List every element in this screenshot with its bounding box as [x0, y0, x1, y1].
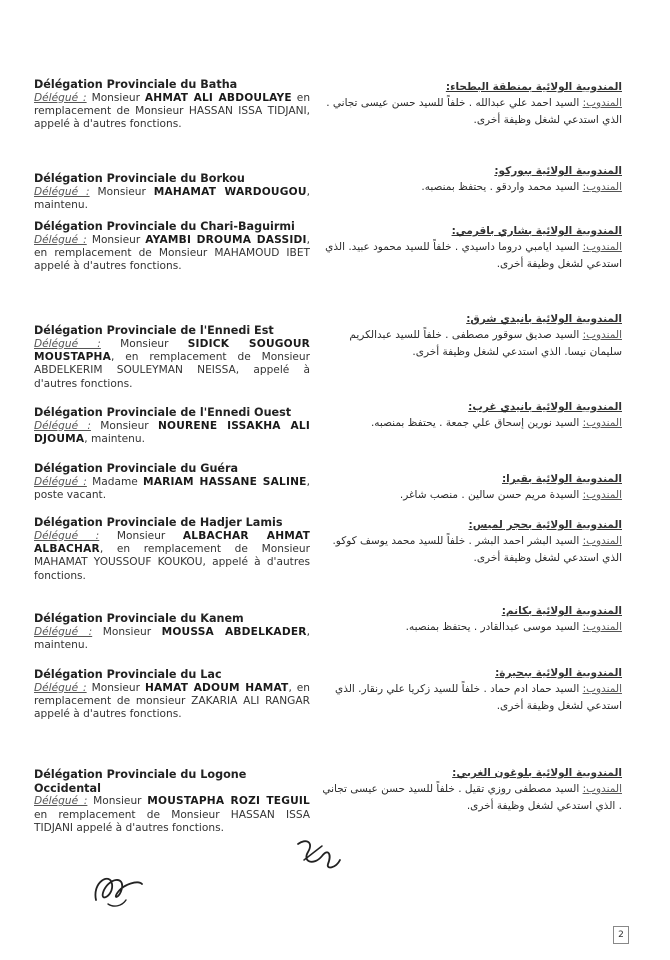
delegate-name: MOUSSA ABDELKADER [161, 625, 307, 638]
entry-title: Délégation Provinciale du Kanem [34, 612, 244, 625]
entry-body: Délégué : Madame MARIAM HASSANE SALINE, poste vacant. [34, 475, 310, 501]
entry-title: Délégation Provinciale du Batha [34, 78, 238, 91]
arabic-column [322, 80, 622, 815]
delegue-label: المندوب: [582, 329, 622, 341]
entry-kanem-ar [322, 604, 622, 666]
delegue-label: Délégué : [34, 795, 88, 808]
entry-title: المندوبية الولائية بقيرا: [501, 473, 622, 485]
handwritten-initials-center [292, 834, 346, 874]
entry-title: Délégation Provinciale de Hadjer Lamis [34, 516, 283, 529]
entry-ennedi-est-ar [322, 312, 622, 400]
delegate-name: NOURENE ISSAKHA ALI DJOUMA [34, 419, 311, 445]
entry-logone-occidental-ar [322, 766, 622, 815]
entry-batha-fr [34, 78, 310, 172]
entry-ennedi-ouest-fr [34, 406, 310, 462]
entry-body: المندوب: السيد موسى عبدالقادر . يحتفظ بمنصبه. [405, 621, 622, 633]
delegate-name: ALBACHAR AHMAT ALBACHAR [34, 529, 311, 555]
entry-body: Délégué : Monsieur AYAMBI DROUMA DASSIDI, en remplacement de Monsieur MAHAMOUD IBET appelé à d'autres fonctions. [34, 233, 310, 273]
delegue-label: المندوب: [582, 783, 622, 795]
entry-body: Délégué : Monsieur ALBACHAR AHMAT ALBACHAR, en remplacement de Monsieur MAHAMAT YOUSSOUF KOUKOU, appelé à d'autres fonctions. [34, 529, 311, 582]
entry-guera-ar [322, 472, 622, 518]
delegue-label: المندوب: [582, 535, 622, 547]
delegue-label: المندوب: [582, 417, 622, 429]
delegate-name: HAMAT ADOUM HAMAT [144, 681, 289, 694]
delegue-label: Délégué : [34, 419, 91, 432]
entry-chari-baguirmi-ar [322, 224, 622, 312]
entry-title: المندوبية الولائية بانيدي غرب: [468, 401, 622, 413]
handwritten-initials-left [88, 870, 148, 910]
delegue-label: المندوب: [582, 241, 622, 253]
delegue-label: المندوب: [582, 621, 622, 633]
entry-body: المندوب: السيد صديق سوقور مصطفى . خلفاً للسيد عبدالكريم سليمان نيسا. الذي استدعي لشغل وظيفة أخرى. [349, 329, 622, 358]
delegue-label: المندوب: [582, 489, 622, 501]
entry-title: Délégation Provinciale de l'Ennedi Est [34, 324, 274, 337]
entry-body: Délégué : Monsieur MAHAMAT WARDOUGOU, maintenu. [34, 185, 310, 211]
entry-title: المندوبية الولائية بمنطقة البطحاء: [445, 81, 622, 93]
entry-ennedi-ouest-ar [322, 400, 622, 472]
entry-borkou-ar [322, 164, 622, 224]
delegue-label: Délégué : [34, 681, 87, 694]
entry-logone-occidental-fr [34, 768, 310, 835]
french-column [34, 78, 310, 835]
entry-body: المندوب: السيد نورين إسحاق علي جمعة . يحتفظ بمنصبه. [370, 417, 622, 429]
entry-borkou-fr [34, 172, 310, 220]
entry-body: Délégué : Monsieur SIDICK SOUGOUR MOUSTAPHA, en remplacement de Monsieur ABDELKERIM SOULEYMAN NEISSA, appelé à d'autres fonctions. [34, 337, 311, 390]
entry-hadjer-lamis-ar [322, 518, 622, 604]
entry-title: المندوبية الولائية بلوغون الغربي: [452, 767, 622, 779]
entry-hadjer-lamis-fr [34, 516, 310, 612]
entry-title: المندوبية الولائية بشاري باقرمي: [451, 225, 622, 237]
delegate-name: MARIAM HASSANE SALINE [143, 475, 307, 488]
delegue-label: Délégué : [34, 475, 87, 488]
delegate-name: MAHAMAT WARDOUGOU [153, 185, 307, 198]
entry-body: Délégué : Monsieur HAMAT ADOUM HAMAT, en remplacement de monsieur ZAKARIA ALI RANGAR appelé à d'autres fonctions. [34, 681, 311, 721]
entry-body: المندوب: السيد احمد علي عبدالله . خلفاً للسيد حسن عيسى تجاني . الذي استدعي لشغل وظيفة أخرى. [326, 97, 622, 126]
entry-body: المندوب: السيدة مريم حسن سالين . منصب شاغر. [399, 489, 622, 501]
entry-title: المندوبية الولائية بكانم: [501, 605, 622, 617]
entry-title: Délégation Provinciale du Logone Occidental [34, 768, 247, 795]
entry-title: Délégation Provinciale du Chari-Baguirmi [34, 220, 295, 233]
delegue-label: Délégué : [34, 337, 101, 350]
delegue-label: المندوب: [582, 97, 622, 109]
delegue-label: المندوب: [582, 683, 622, 695]
entry-body: المندوب: السيد البشر احمد البشر . خلفاً للسيد محمد يوسف كوكو. الذي استدعي لشغل وظيفة أخرى. [332, 535, 622, 564]
entry-ennedi-est-fr [34, 324, 310, 406]
delegue-label: Délégué : [34, 529, 100, 542]
entry-title: Délégation Provinciale de l'Ennedi Ouest [34, 406, 292, 419]
delegue-label: Délégué : [34, 185, 90, 198]
delegue-label: Délégué : [34, 233, 87, 246]
entry-body: المندوب: السيد محمد واردقو . يحتفظ بمنصبه. [421, 181, 622, 193]
entry-body: Délégué : Monsieur MOUSTAPHA ROZI TEGUIL en remplacement de Monsieur HASSAN ISSA TIDJANI appelé à d'autres fonctions. [34, 795, 310, 834]
entry-title: Délégation Provinciale du Borkou [34, 172, 245, 185]
delegate-name: SIDICK SOUGOUR MOUSTAPHA [34, 337, 311, 363]
entry-body: Délégué : Monsieur NOURENE ISSAKHA ALI DJOUMA, maintenu. [34, 419, 311, 445]
page-number: 2 [613, 926, 629, 944]
delegue-label: المندوب: [582, 181, 622, 193]
entry-batha-ar [322, 80, 622, 164]
entry-lac-fr [34, 668, 310, 768]
delegate-name: MOUSTAPHA ROZI TEGUIL [147, 795, 310, 808]
entry-body: Délégué : Monsieur MOUSSA ABDELKADER, maintenu. [34, 625, 310, 651]
delegue-label: Délégué : [34, 625, 93, 638]
entry-lac-ar [322, 666, 622, 766]
entry-body: المندوب: السيد ايامبي دروما داسيدي . خلفاً للسيد محمود عبيد. الذي استدعي لشغل وظيفة أخرى. [325, 241, 622, 270]
delegue-label: Délégué : [34, 91, 87, 104]
entry-title: المندوبية الولائية بانيدي شرق: [466, 313, 622, 325]
entry-title: المندوبية الولائية ببوركو: [494, 165, 622, 177]
entry-title: Délégation Provinciale du Guéra [34, 462, 239, 475]
entry-title: Délégation Provinciale du Lac [34, 668, 222, 681]
delegate-name: AYAMBI DROUMA DASSIDI [145, 233, 307, 246]
entry-chari-baguirmi-fr [34, 220, 310, 324]
delegate-name: AHMAT ALI ABDOULAYE [144, 91, 292, 104]
entry-guera-fr [34, 462, 310, 516]
entry-body: المندوب: السيد مصطفى روزي تقيل . خلفاً للسيد حسن عيسى تجاني . الذي استدعي لشغل وظيفة أخرى. [322, 783, 622, 812]
entry-title: المندوبية الولائية بحجر لميس: [468, 519, 622, 531]
entry-title: المندوبية الولائية ببحيرة: [495, 667, 622, 679]
entry-body: المندوب: السيد حماد ادم حماد . خلفاً للسيد زكريا علي رنقار. الذي استدعي لشغل وظيفة أخرى. [335, 683, 622, 712]
entry-kanem-fr [34, 612, 310, 668]
entry-body: Délégué : Monsieur AHMAT ALI ABDOULAYE en remplacement de Monsieur HASSAN ISSA TIDJANI, appelé à d'autres fonctions. [34, 91, 311, 131]
